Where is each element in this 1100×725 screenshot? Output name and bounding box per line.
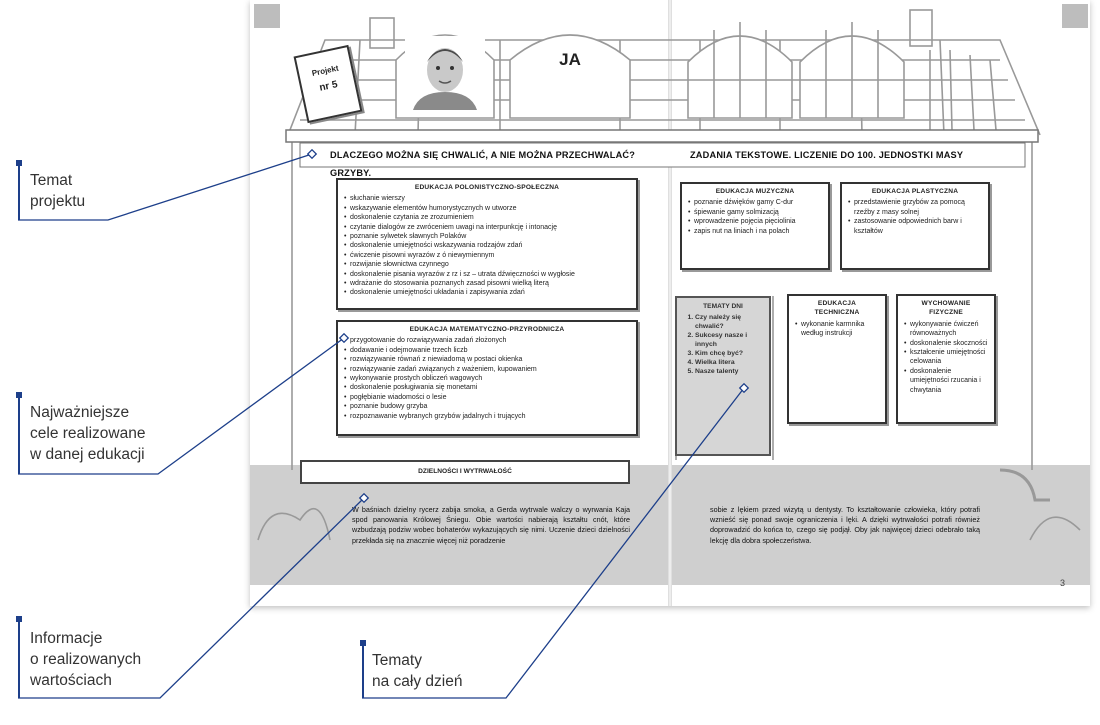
left-topic: DLACZEGO MOŻNA SIĘ CHWALIĆ, A NIE MOŻNA PRZECHWALAĆ? GRZYBY. [330, 150, 636, 178]
list-item: • przedstawienie grzybów za pomocą rzeźby z masy solnej [848, 198, 982, 217]
project-sign-label: Projekt [310, 63, 340, 79]
edukacja-muzyczna-box [680, 182, 830, 270]
edukacja-polonistyczna-list [344, 194, 630, 297]
tematy-dni-list [683, 313, 763, 376]
edukacja-matematyczna-list [344, 336, 630, 421]
list-item: • wprowadzenie pojęcia pięciolinia [688, 217, 822, 226]
edukacja-polonistyczna-box [336, 178, 638, 310]
list-item: • doskonalenie posługiwania się monetami [344, 383, 630, 392]
edukacja-matematyczna-title: EDUKACJA MATEMATYCZNO-PRZYRODNICZA [409, 326, 565, 333]
page-number: 3 [1060, 578, 1066, 588]
list-item: • doskonalenie umiejętności wskazywania rodzajów zdań [344, 241, 630, 250]
edukacja-muzyczna-title: EDUKACJA MUZYCZNA [715, 188, 795, 195]
list-item: • słuchanie wierszy [344, 194, 630, 203]
list-item: • przygotowanie do rozwiązywania zadań złożonych [344, 336, 630, 345]
edukacja-muzyczna-list [688, 198, 822, 236]
list-item: • wskazywanie elementów humorystycznych w utworze [344, 204, 630, 213]
list-item: • doskonalenie czytania ze zrozumieniem [344, 213, 630, 222]
project-sign-number: nr 5 [318, 79, 339, 94]
page-title: JA [559, 50, 581, 69]
callout-cele: Najważniejsze cele realizowane w danej edukacji [30, 404, 146, 463]
list-item: • dodawanie i odejmowanie trzech liczb [344, 346, 630, 355]
list-item: 3. Kim chcę być? [695, 349, 763, 358]
edukacja-techniczna-box [787, 294, 887, 424]
wychowanie-fizyczne-list [904, 320, 988, 395]
list-item: • rozwiązywanie zadań związanych z ważeniem, kupowaniem [344, 365, 630, 374]
wychowanie-fizyczne-title: WYCHOWANIE FIZYCZNE [921, 300, 971, 317]
tematy-dni-title: TEMATY DNI [703, 303, 743, 310]
wychowanie-fizyczne-box [896, 294, 996, 424]
list-item: • wykonywanie ćwiczeń równoważnych [904, 320, 988, 339]
list-item: 1. Czy należy się chwalić? [695, 313, 763, 331]
list-item: • wykonywanie prostych obliczeń wagowych [344, 374, 630, 383]
list-item: • rozpoznawanie wybranych grzybów jadalnych i trujących [344, 412, 630, 421]
edukacja-techniczna-list [795, 320, 879, 339]
list-item: 5. Nasze talenty [695, 367, 763, 376]
callout-tematy: Tematy na cały dzień [372, 652, 463, 690]
child-photo-icon [405, 36, 485, 110]
dzielnosci-text-left: W baśniach dzielny rycerz zabija smoka, a Gerda wytrwale walczy o wyrwania Kaja spod panowania Królowej Śniegu. Obie wartości nabierają kształtu cnót, które wzbudzają podziw wobec bohaterów wykazujących się nimi. Uczenie dzieci dzielności przekłada się na znacznie więcej niż poradzenie [352, 505, 630, 545]
list-item: • pogłębianie wiadomości o lesie [344, 393, 630, 402]
list-item: • rozwiązywanie równań z niewiadomą w postaci okienka [344, 355, 630, 364]
list-item: • poznanie budowy grzyba [344, 402, 630, 411]
list-item: • doskonalenie pisania wyrazów z rz i sz – utrata dźwięczności w wygłosie [344, 270, 630, 279]
right-topic: ZADANIA TEKSTOWE. LICZENIE DO 100. JEDNOSTKI MASY [690, 150, 964, 160]
list-item: • zapis nut na liniach i na polach [688, 227, 822, 236]
dzielnosci-banner: DZIELNOŚCI I WYTRWAŁOŚĆ [300, 460, 630, 484]
list-item: • śpiewanie gamy solmizacją [688, 208, 822, 217]
list-item: • poznanie sylwetek sławnych Polaków [344, 232, 630, 241]
child-photo [405, 36, 485, 110]
tematy-dni-door [675, 296, 771, 456]
edukacja-plastyczna-title: EDUKACJA PLASTYCZNA [871, 188, 959, 195]
list-item: • doskonalenie umiejętności rzucania i chwytania [904, 367, 988, 395]
list-item: • wykonanie karmnika według instrukcji [795, 320, 879, 339]
list-item: • doskonalenie skoczności [904, 339, 988, 348]
callout-temat-projektu: Temat projektu [30, 172, 86, 210]
dzielnosci-text-right: sobie z lękiem przed wizytą u dentysty. To kształtowanie człowieka, który potrafi wznieść się ponad swoje ograniczenia i lęki. A dzięki wytrwałości potrafi również doprowadzić do końca to, czego się podjął. Oby jak najwięcej dzieci odebrało taką lekcję dla dobra społeczeństwa. [710, 505, 980, 545]
edukacja-polonistyczna-title: EDUKACJA POLONISTYCZNO-SPOŁECZNA [414, 184, 560, 191]
list-item: 4. Wielka litera [695, 358, 763, 367]
list-item: • doskonalenie umiejętności układania i zapisywania zdań [344, 288, 630, 297]
edukacja-plastyczna-list [848, 198, 982, 236]
edukacja-techniczna-title: EDUKACJA TECHNICZNA [814, 300, 860, 317]
edukacja-plastyczna-box [840, 182, 990, 270]
list-item: 2. Sukcesy nasze i innych [695, 331, 763, 349]
callout-wartosci: Informacje o realizowanych wartościach [30, 630, 142, 689]
list-item: • czytanie dialogów ze zwróceniem uwagi na interpunkcję i intonację [344, 223, 630, 232]
list-item: • zastosowanie odpowiednich barw i kształtów [848, 217, 982, 236]
list-item: • wdrażanie do stosowania poznanych zasad pisowni wielką literą [344, 279, 630, 288]
list-item: • rozwijanie słownictwa czynnego [344, 260, 630, 269]
list-item: • poznanie dźwięków gamy C-dur [688, 198, 822, 207]
edukacja-matematyczna-box [336, 320, 638, 436]
list-item: • kształcenie umiejętności celowania [904, 348, 988, 367]
list-item: • ćwiczenie pisowni wyrazów z ó niewymiennym [344, 251, 630, 260]
